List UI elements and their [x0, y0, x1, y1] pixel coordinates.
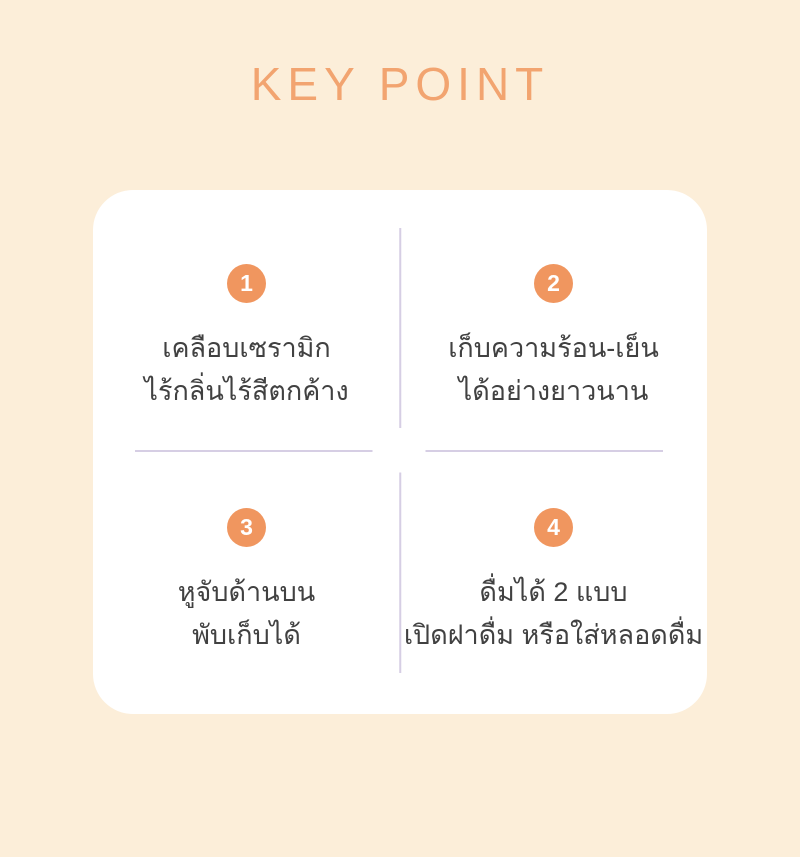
page-background: [0, 57, 800, 857]
horizontal-divider: [135, 450, 663, 452]
point-2-line-2: ได้อย่างยาวนาน: [458, 376, 649, 406]
key-point-card: [93, 190, 707, 714]
point-4-number-badge: 4: [534, 508, 573, 547]
point-3-text: [178, 571, 316, 657]
point-3-line-1: หูจับด้านบน: [177, 577, 316, 607]
point-1-text: [144, 327, 348, 413]
page-title: KEY POINT: [250, 58, 550, 110]
quadrant-3: [93, 450, 400, 714]
quadrant-4: [400, 450, 707, 714]
point-4-text: [404, 571, 703, 657]
quadrant-1: [93, 190, 400, 450]
point-1-line-1: เคลือบเซรามิก: [162, 333, 331, 363]
point-3-line-2: พับเก็บได้: [192, 620, 301, 650]
point-3-number-badge: 3: [227, 508, 266, 547]
quadrant-2: [400, 190, 707, 450]
point-1-number-badge: 1: [227, 264, 266, 303]
point-2-line-1: เก็บความร้อน-เย็น: [448, 333, 659, 363]
point-4-line-2: เปิดฝาดื่ม หรือใส่หลอดดื่ม: [403, 620, 704, 650]
point-2-number-badge: 2: [534, 264, 573, 303]
point-4-line-1: ดื่มได้ 2 แบบ: [479, 577, 628, 607]
point-2-text: [448, 327, 659, 413]
point-1-line-2: ไร้กลิ่นไร้สีตกค้าง: [144, 376, 349, 406]
